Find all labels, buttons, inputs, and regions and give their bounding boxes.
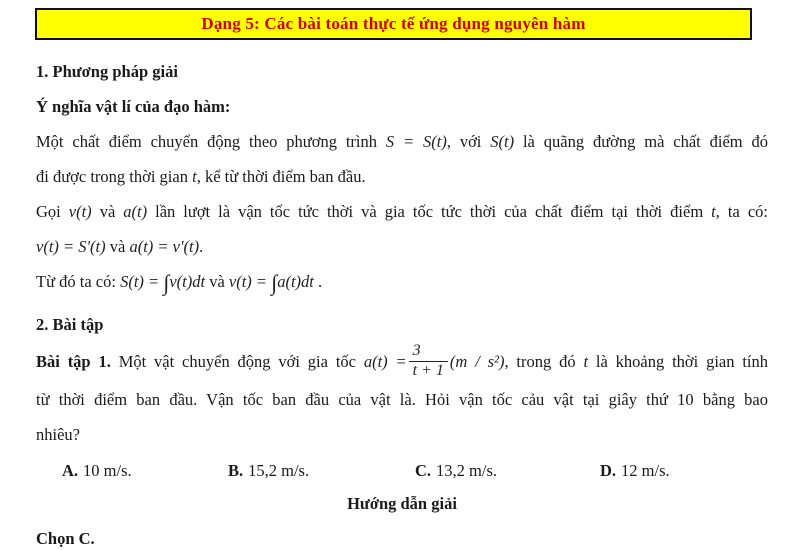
header-bar	[35, 8, 752, 40]
paragraph-motion-line1	[36, 124, 768, 159]
text-segment: là khoảng thời gian tính	[588, 352, 769, 371]
math-expression: v(t) = S'(t)	[36, 237, 106, 256]
math-expression: v(t)	[68, 202, 92, 221]
text-segment: , ta có:	[715, 202, 768, 221]
choice-a-label: A.	[62, 461, 79, 481]
math-variable-t: t	[583, 352, 589, 371]
exercise-1-line3: nhiêu?	[36, 425, 80, 445]
fraction-numerator: 3	[412, 342, 421, 360]
document-content	[0, 40, 800, 550]
math-unit: (m / s²)	[449, 352, 505, 371]
text-segment: .	[199, 237, 204, 256]
choice-d	[600, 456, 670, 486]
choice-d-label: D.	[600, 461, 617, 481]
math-variable-t: t	[711, 202, 716, 221]
choice-b-value: 15,2 m/s.	[248, 461, 310, 481]
page-title: Dạng 5: Các bài toán thực tế ứng dụng nguyên hàm	[201, 14, 586, 33]
fraction-denominator: t + 1	[409, 361, 448, 380]
choice-c-value: 13,2 m/s.	[436, 461, 498, 481]
text-segment: Một vật chuyển động với gia tốc	[110, 352, 364, 371]
math-expression: v(t) =	[228, 272, 272, 291]
answer-line: Chọn C.	[36, 529, 95, 549]
text-segment: Một chất điểm chuyển động theo phương trình	[36, 132, 386, 151]
text-segment: Từ đó ta có:	[36, 272, 121, 291]
text-segment: đi được trong thời gian	[36, 167, 193, 186]
choice-c-label: C.	[415, 461, 432, 481]
text-segment: là quãng đường mà chất điểm đó	[514, 132, 768, 151]
section-1-heading: 1. Phương pháp giải	[36, 62, 178, 81]
physics-meaning-heading: Ý nghĩa vật lí của đạo hàm:	[36, 97, 231, 116]
choice-b-label: B.	[228, 461, 244, 481]
choice-a	[62, 456, 132, 486]
paragraph-motion-line2	[36, 159, 768, 194]
formula-derivatives	[36, 229, 768, 264]
text-segment: và	[105, 237, 130, 256]
math-expression: a(t)dt	[277, 272, 314, 291]
choice-d-value: 12 m/s.	[621, 461, 670, 481]
text-segment: và	[205, 272, 229, 291]
text-segment: .	[313, 272, 323, 291]
fraction	[409, 342, 448, 380]
math-expression: a(t) =	[363, 352, 407, 371]
text-segment: và	[91, 202, 124, 221]
math-expression: S(t)	[490, 132, 515, 151]
text-segment: , kể từ thời điểm ban đầu.	[196, 167, 366, 186]
paragraph-velocity	[36, 194, 768, 229]
exercise-1-line1	[36, 344, 768, 382]
text-segment: lần lượt là vận tốc tức thời và gia tốc tức thời của chất điểm tại thời điểm	[147, 202, 712, 221]
solution-heading: Hướng dẫn giải	[347, 494, 457, 514]
math-expression: a(t)	[123, 202, 148, 221]
text-segment: , trong đó	[504, 352, 584, 371]
choice-a-value: 10 m/s.	[83, 461, 132, 481]
math-expression: v(t)dt	[169, 272, 206, 291]
choice-c	[415, 456, 497, 486]
math-variable-t: t	[192, 167, 197, 186]
choice-b	[228, 456, 309, 486]
math-expression: a(t) = v'(t)	[129, 237, 200, 256]
math-expression: S(t) =	[120, 272, 164, 291]
exercise-label: Bài tập 1.	[36, 352, 111, 371]
text-segment: Gọi	[36, 202, 69, 221]
answer-choices-row	[36, 456, 768, 486]
section-2-heading: 2. Bài tập	[36, 315, 104, 334]
exercise-1-line2: từ thời điểm ban đầu. Vận tốc ban đầu của vật là. Hỏi vận tốc cảu vật tại giây thứ 10 bằng bao	[36, 390, 768, 410]
formula-integrals: Từ đó ta có: S(t) = ∫v(t)dt và v(t) = ∫a(t)dt .	[36, 270, 323, 295]
math-expression: S = S(t)	[385, 132, 447, 151]
text-segment: , với	[446, 132, 491, 151]
